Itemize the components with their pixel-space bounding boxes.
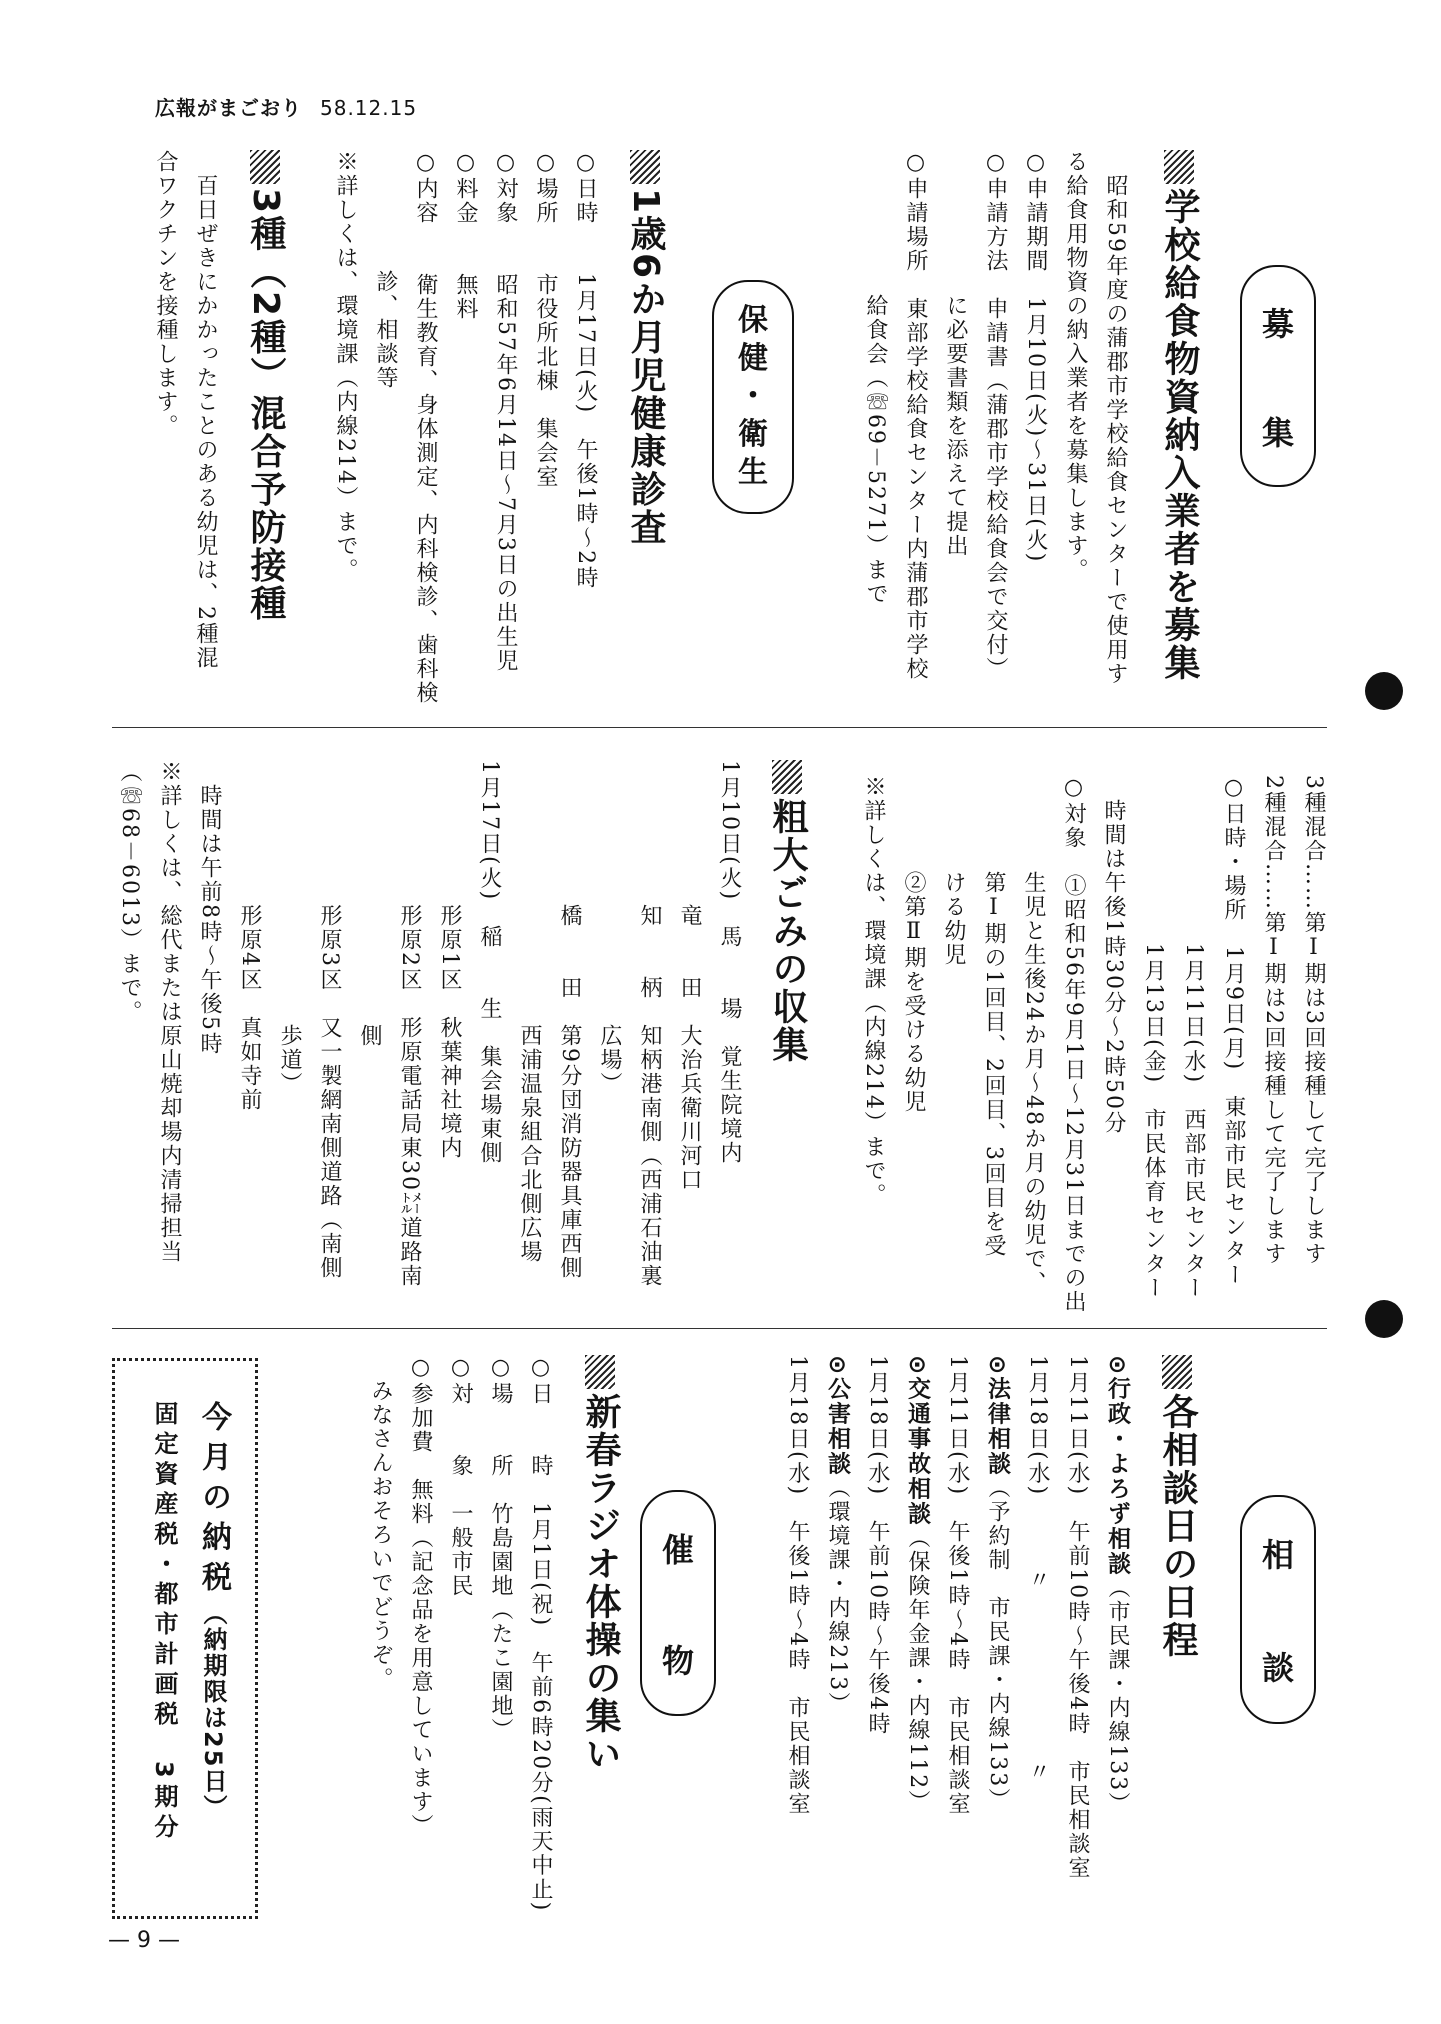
garbage-line: 時間は午前8時～午後5時 [197, 760, 222, 1056]
category-char: 保 [738, 303, 768, 338]
vaccine-schedule-line: ②第Ⅱ期を受ける幼児 [901, 775, 926, 1114]
tax-notice-deadline: （納期限は25日） [199, 1601, 227, 1821]
vaccine-schedule-line: ※詳しくは、環境課（内線214）まで。 [861, 775, 886, 1207]
hatch-mark-icon [772, 760, 802, 794]
radio-exercise-line: みなさんおそろいでどうぞ。 [368, 1355, 393, 1691]
radio-exercise-line: ○日 時 1月1日(祝) 午前6時20分(雨天中止) [528, 1355, 553, 1913]
garbage-line: （☏68－6013）まで。 [117, 760, 142, 1024]
consultation-heading: ⊙交通事故相談（保険年金課・内線112） [904, 1355, 930, 1815]
checkup-line: ※詳しくは、環境課（内線214）まで。 [333, 150, 358, 582]
tax-notice-items: 固定資産税・都市計画税 3期分 [150, 1401, 178, 1844]
garbage-line: 形原3区 又一製網南側道路（南側 [317, 760, 342, 1280]
garbage-line: 側 [357, 760, 382, 1048]
vaccine-schedule-line: 2種混合……第Ⅰ期は2回接種して完了します [1261, 775, 1286, 1266]
radio-exercise-section [360, 1355, 626, 1915]
vaccine-section [145, 150, 291, 710]
vaccine-line: 百日ぜきにかかったことのある幼児は、2種混 [193, 150, 218, 670]
school-lunch-line: ○申請期間 1月10日(火)～31日(火) [1023, 150, 1048, 564]
checkup-line: 診、相談等 [373, 150, 398, 390]
vaccine-schedule-line: 3種混合……第Ⅰ期は3回接種して完了します [1301, 775, 1326, 1266]
garbage-line: 歩道） [277, 760, 302, 1096]
garbage-title: 粗大ごみの収集 [761, 760, 813, 1315]
garbage-line: 橋 田 第9分団消防器具庫西側 [557, 760, 582, 1280]
garbage-line: 形原4区 真如寺前 [237, 760, 262, 1112]
vaccine-schedule-line: 生児と生後24か月～48か月の幼児で、 [1021, 775, 1046, 1295]
consultation-line: 1月11日(水) 午前10時～午後4時 市民相談室 [1065, 1355, 1090, 1881]
category-char: 集 [1261, 413, 1294, 452]
garbage-line: 知 柄 知柄港南側（西浦石油裏 [637, 760, 662, 1288]
category-label-moyooshi [640, 1490, 716, 1716]
garbage-line: 形原1区 秋葉神社境内 [437, 760, 462, 1160]
vaccine-schedule-line: ○日時・場所 1月9日(月) 東部市民センター [1221, 775, 1246, 1288]
category-char: 衛 [738, 417, 768, 452]
vaccine-schedule-section [853, 775, 1333, 1315]
checkup-line: ○内容 衛生教育、身体測定、内科検診、歯科検 [413, 150, 438, 705]
section-divider [112, 1328, 1327, 1329]
tax-notice-box [112, 1358, 258, 1919]
category-char: 生 [738, 455, 768, 490]
vaccine-line: 合ワクチンを接種します。 [153, 150, 178, 438]
tax-notice-title: 今月の納税 [196, 1401, 231, 1601]
hatch-mark-icon [585, 1355, 615, 1389]
garbage-line: ※詳しくは、総代または原山焼却場内清掃担当 [157, 760, 182, 1264]
school-lunch-line: 昭和59年度の蒲郡市学校給食センターで使用す [1103, 150, 1128, 686]
category-label-boshu [1240, 265, 1316, 487]
binder-hole-icon [1365, 1300, 1403, 1338]
vaccine-schedule-line: 1月13日(金) 市民体育センター [1141, 775, 1166, 1301]
vaccine-schedule-line: ○対象 ①昭和56年9月1日～12月31日までの出 [1061, 775, 1086, 1314]
hatch-mark-icon [250, 150, 280, 184]
checkup-line: ○対象 昭和57年6月14日～7月3日の出生児 [493, 150, 518, 673]
garbage-line: 形原2区 形原電話局東30㍍道路南 [397, 760, 422, 1288]
hatch-mark-icon [630, 150, 660, 184]
category-char: 健 [738, 341, 768, 376]
hatch-mark-icon [1164, 150, 1194, 184]
school-lunch-section [855, 150, 1205, 710]
category-char: 物 [661, 1641, 694, 1680]
consultation-heading: ⊙公害相談（環境課・内線213） [824, 1355, 850, 1717]
page-number: — 9 — [108, 1928, 180, 1953]
consultation-heading: ⊙行政・よろず相談（市民課・内線133） [1104, 1355, 1130, 1817]
school-lunch-line: に必要書類を添えて提出 [943, 150, 968, 558]
checkup-title: 1歳6か月児健康診査 [619, 150, 671, 710]
vaccine-title: 3種（2種）混合予防接種 [239, 150, 291, 710]
checkup-line: ○場所 市役所北棟 集会室 [533, 150, 558, 489]
section-divider [112, 727, 1327, 728]
consultation-line: 1月18日(水) 午後1時～4時 市民相談室 [785, 1355, 810, 1817]
garbage-line: 竜 田 大治兵衛川河口 [677, 760, 702, 1192]
category-char: 談 [1261, 1648, 1294, 1687]
hatch-mark-icon [1162, 1355, 1192, 1389]
binder-hole-icon [1365, 672, 1403, 710]
vaccine-schedule-line: 第Ⅰ期の1回目、2回目、3回目を受 [981, 775, 1006, 1258]
newsletter-header [155, 92, 417, 121]
consultation-line: 1月11日(水) 午後1時～4時 市民相談室 [945, 1355, 970, 1817]
consultation-line: 1月18日(水) 午前10時～午後4時 [865, 1355, 890, 1737]
school-lunch-line: ○申請場所 東部学校給食センター内蒲郡市学校 [903, 150, 928, 681]
checkup-line: ○料金 無料 [453, 150, 478, 321]
tax-notice-content [141, 1401, 239, 1844]
radio-exercise-title: 新春ラジオ体操の集い [574, 1355, 626, 1915]
newsletter-title: 広報がまごおり [155, 96, 302, 120]
category-char: 募 [1261, 304, 1294, 343]
checkup-line: ○日時 1月17日(火) 午後1時～2時 [573, 150, 598, 591]
radio-exercise-line: ○参加費 無料（記念品を用意しています） [408, 1355, 433, 1838]
category-label-sodan [1240, 1495, 1316, 1724]
checkup-section [325, 150, 671, 710]
school-lunch-line: る給食用物資の納入業者を募集します。 [1063, 150, 1088, 582]
garbage-line: 広場） [597, 760, 622, 1096]
vaccine-schedule-line: 時間は午後1時30分～2時50分 [1101, 775, 1126, 1135]
category-char: 相 [1261, 1536, 1294, 1575]
school-lunch-line: ○申請方法 申請書（蒲郡市学校給食会で交付） [983, 150, 1008, 681]
consultation-section [777, 1355, 1203, 1915]
tax-notice-title-line [187, 1401, 239, 1844]
category-char: ・ [738, 379, 768, 414]
vaccine-schedule-line: 1月11日(水) 西部市民センター [1181, 775, 1206, 1301]
radio-exercise-line: ○対 象 一般市民 [448, 1355, 473, 1598]
consultation-heading: ⊙法律相談（予約制 市民課・内線133） [984, 1355, 1010, 1813]
school-lunch-line: 給食会（☏69－5271）まで [863, 150, 888, 606]
garbage-line: 1月10日(火) 馬 場 覚生院境内 [717, 760, 742, 1166]
vaccine-schedule-line: ける幼児 [941, 775, 966, 967]
garbage-line: 西浦温泉組合北側広場 [517, 760, 542, 1264]
garbage-section [109, 760, 813, 1315]
category-char: 催 [661, 1530, 694, 1569]
school-lunch-title: 学校給食物資納入業者を募集 [1153, 150, 1205, 710]
issue-date: 58.12.15 [320, 96, 418, 120]
consultation-line: 1月18日(水) 〃 〃 [1025, 1355, 1050, 1785]
garbage-line: 1月17日(火) 稲 生 集会場東側 [477, 760, 502, 1166]
radio-exercise-line: ○場 所 竹島園地（たこ園地） [488, 1355, 513, 1742]
consultation-title: 各相談日の日程 [1151, 1355, 1203, 1915]
category-label-hoken [712, 280, 794, 514]
